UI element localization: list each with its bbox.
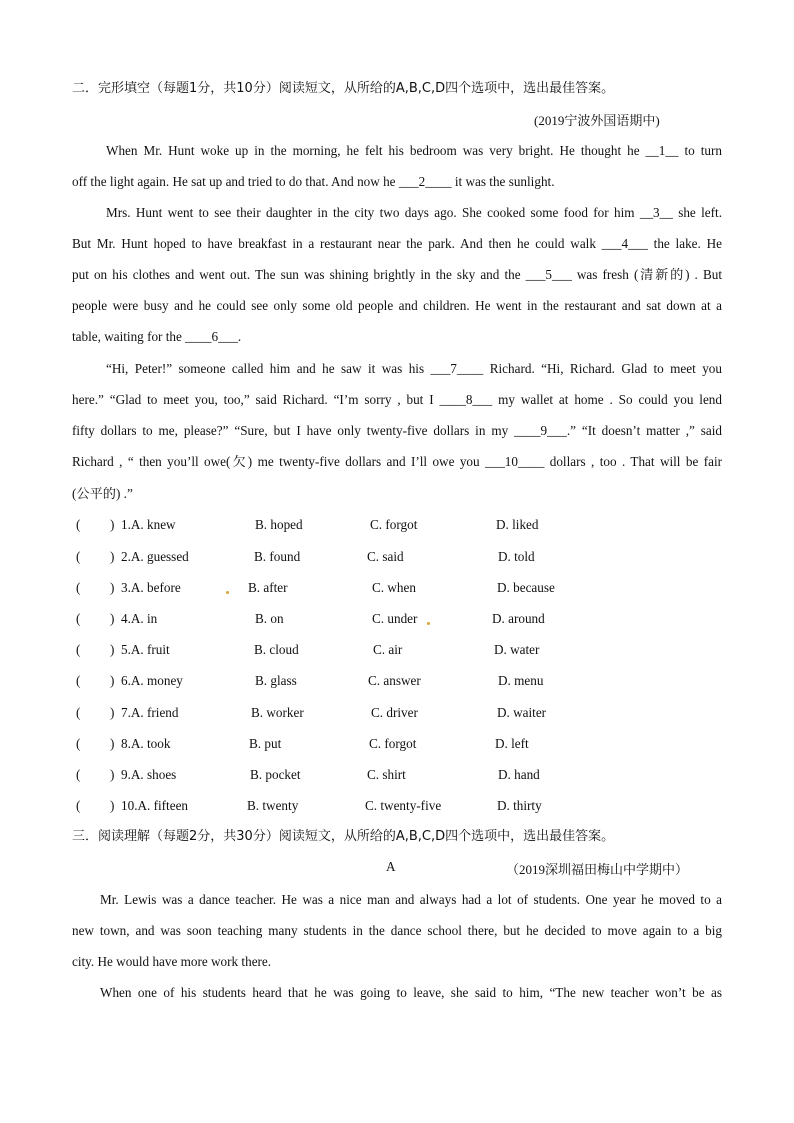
option-b: B. cloud	[254, 642, 299, 657]
passage-label: A	[386, 859, 396, 874]
question-row	[72, 796, 722, 816]
option-b: B. on	[255, 611, 284, 626]
question-row	[72, 703, 722, 723]
option-c: C. under	[372, 611, 418, 626]
cloze-line-12: (公平的) .”	[72, 486, 133, 501]
reading-line-4: When one of his students heard that he was going to leave, she said to him, “The new teacher won’t be as	[100, 985, 722, 1000]
question-row	[72, 547, 722, 567]
option-a: 3.A. before	[121, 580, 181, 595]
cloze-line-7: table, waiting for the ____6___.	[72, 329, 242, 344]
question-row	[72, 578, 722, 598]
section-3-heading: 三．阅读理解（每题2分，共30分）阅读短文，从所给的A,B,C,D四个选项中，选出最佳答案。	[72, 829, 615, 844]
option-b: B. twenty	[247, 798, 299, 813]
answer-paren-open: (	[76, 517, 81, 532]
answer-paren-close: )	[110, 642, 115, 657]
answer-paren-open: (	[76, 767, 81, 782]
answer-paren-open: (	[76, 642, 81, 657]
question-row	[72, 609, 722, 629]
option-c: C. shirt	[367, 767, 406, 782]
option-d: D. because	[497, 580, 555, 595]
cloze-line-3: Mrs. Hunt went to see their daughter in the city two days ago. She cooked some food for him __3__ she left.	[106, 205, 722, 220]
cloze-line-1: When Mr. Hunt woke up in the morning, he felt his bedroom was very bright. He thought he __1__ to turn	[106, 143, 722, 158]
question-row	[72, 515, 722, 535]
option-a: 8.A. took	[121, 736, 171, 751]
cloze-line-8: “Hi, Peter!” someone called him and he saw it was his ___7____ Richard. “Hi, Richard. Glad to meet you	[106, 361, 722, 376]
option-a: 1.A. knew	[121, 517, 176, 532]
cloze-line-5: put on his clothes and went out. The sun was shining brightly in the sky and the ___5___ was fresh (清新的) . But	[72, 267, 722, 282]
option-d: D. liked	[496, 517, 539, 532]
cloze-line-11: Richard , “ then you’ll owe(欠) me twenty-five dollars and I’ll owe you ___10____ dollars , too . That will be fair	[72, 454, 722, 469]
option-b: B. found	[254, 549, 301, 564]
answer-paren-open: (	[76, 705, 81, 720]
cloze-line-2: off the light again. He sat up and tried to do that. And now he ___2____ it was the sunlight.	[72, 174, 555, 189]
answer-paren-close: )	[110, 517, 115, 532]
section-3-source: （2019深圳福田梅山中学期中）	[506, 862, 689, 877]
reading-line-3: city. He would have more work there.	[72, 954, 272, 969]
stray-mark	[226, 591, 229, 594]
option-b: B. worker	[251, 705, 304, 720]
option-c: C. answer	[368, 673, 421, 688]
answer-paren-open: (	[76, 549, 81, 564]
answer-paren-close: )	[110, 705, 115, 720]
option-a: 10.A. fifteen	[121, 798, 189, 813]
question-row	[72, 734, 722, 754]
option-c: C. when	[372, 580, 416, 595]
option-d: D. hand	[498, 767, 540, 782]
answer-paren-open: (	[76, 673, 81, 688]
reading-line-1: Mr. Lewis was a dance teacher. He was a nice man and always had a lot of students. One year he moved to a	[100, 892, 722, 907]
answer-paren-close: )	[110, 673, 115, 688]
answer-paren-close: )	[110, 549, 115, 564]
option-b: B. put	[249, 736, 282, 751]
cloze-line-10: fifty dollars to me, please?” “Sure, but I have only twenty-five dollars in my ____9___.” “It doesn’t matter ,” said	[72, 423, 722, 438]
option-c: C. said	[367, 549, 404, 564]
option-d: D. menu	[498, 673, 544, 688]
question-row	[72, 671, 722, 691]
option-d: D. water	[494, 642, 540, 657]
option-b: B. glass	[255, 673, 297, 688]
answer-paren-close: )	[110, 798, 115, 813]
answer-paren-open: (	[76, 580, 81, 595]
option-d: D. around	[492, 611, 545, 626]
section-2-heading: 二．完形填空（每题1分，共10分）阅读短文，从所给的A,B,C,D四个选项中，选出最佳答案。	[72, 81, 615, 96]
option-b: B. after	[248, 580, 288, 595]
option-c: C. forgot	[370, 517, 418, 532]
question-row	[72, 765, 722, 785]
option-c: C. driver	[371, 705, 418, 720]
section-2-source: (2019宁波外国语期中)	[534, 113, 660, 128]
cloze-line-9: here.” “Glad to meet you, too,” said Richard. “I’m sorry , but I ____8___ my wallet at home . So could you lend	[72, 392, 722, 407]
answer-paren-close: )	[110, 767, 115, 782]
question-row	[72, 640, 722, 660]
answer-paren-close: )	[110, 736, 115, 751]
option-a: 4.A. in	[121, 611, 158, 626]
option-d: D. waiter	[497, 705, 547, 720]
option-c: C. twenty-five	[365, 798, 442, 813]
stray-mark	[427, 622, 430, 625]
answer-paren-close: )	[110, 611, 115, 626]
answer-paren-open: (	[76, 798, 81, 813]
option-d: D. thirty	[497, 798, 542, 813]
option-c: C. air	[373, 642, 403, 657]
option-a: 6.A. money	[121, 673, 183, 688]
reading-line-2: new town, and was soon teaching many students in the dance school there, but he decided to move again to a big	[72, 923, 722, 938]
option-a: 9.A. shoes	[121, 767, 177, 782]
cloze-line-4: But Mr. Hunt hoped to have breakfast in a restaurant near the park. And then he could walk ___4___ the lake. He	[72, 236, 722, 251]
cloze-line-6: people were busy and he could see only some old people and children. He went in the restaurant and sat down at a	[72, 298, 722, 313]
option-b: B. pocket	[250, 767, 301, 782]
option-d: D. left	[495, 736, 529, 751]
option-a: 7.A. friend	[121, 705, 179, 720]
option-a: 5.A. fruit	[121, 642, 170, 657]
option-c: C. forgot	[369, 736, 417, 751]
option-d: D. told	[498, 549, 535, 564]
answer-paren-open: (	[76, 611, 81, 626]
answer-paren-close: )	[110, 580, 115, 595]
answer-paren-open: (	[76, 736, 81, 751]
option-b: B. hoped	[255, 517, 303, 532]
option-a: 2.A. guessed	[121, 549, 189, 564]
